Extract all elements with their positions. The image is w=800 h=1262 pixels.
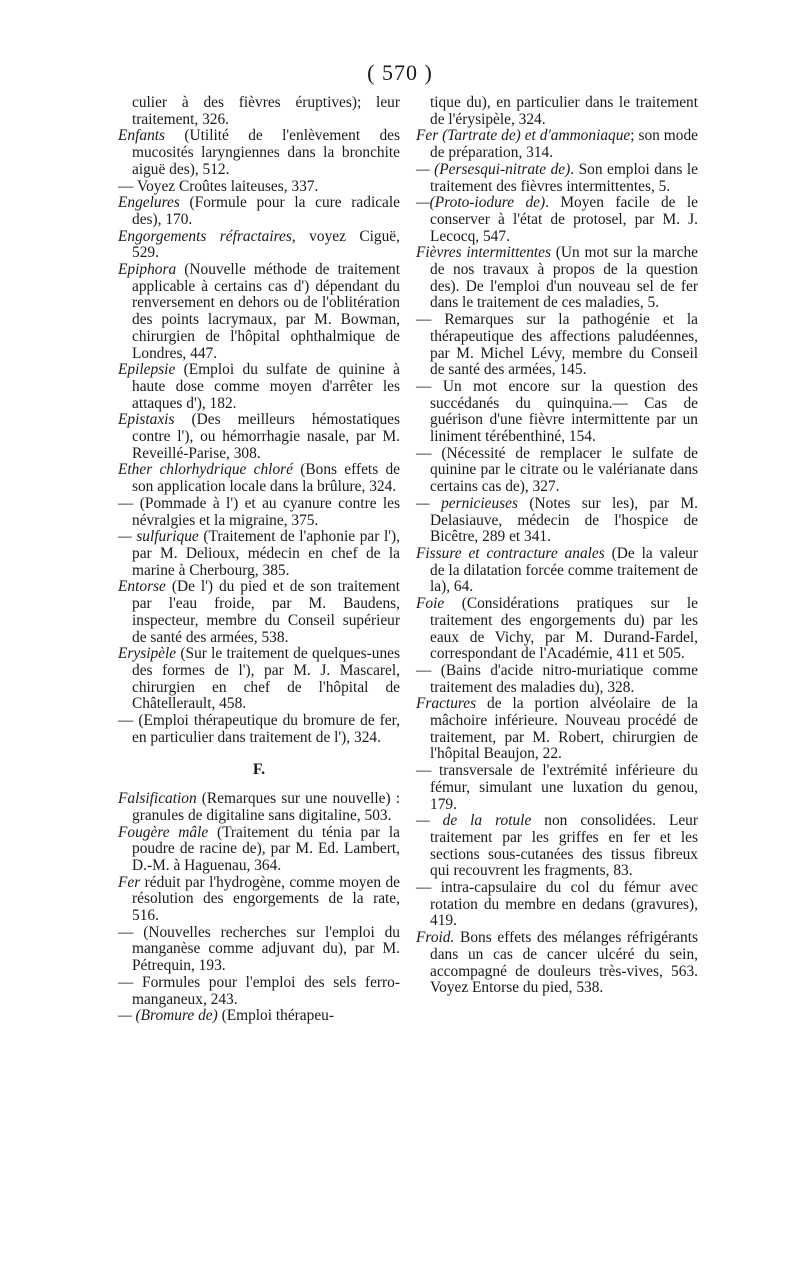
entry-text: (Sur le traitement de quelques-unes des formes de l'), par M. J. Mascarel, chirurgien en chef de l'hôpital de Châtellerault, 458. [132,645,400,713]
index-entry [416,880,698,930]
entry-heading: — pernicieuses [416,494,518,512]
entry-heading: Engelures [118,194,180,212]
section-letter: F. [252,761,266,779]
index-entry [416,446,698,496]
index-entry [118,362,400,412]
entry-text: ; son mode de préparation, 314. [430,127,698,162]
entry-text: (Emploi thérapeu- [217,1007,334,1025]
entry-heading: Fractures [416,695,477,713]
entry-text: (Utilité de l'enlèvement des mucosités laryngiennes dans la bronchite aiguë des), 512. [132,127,400,178]
entry-text: de la portion alvéolaire de la mâchoire inférieure. Nouveau procédé de traitement, par M. Robert, chirurgien de l'hôpital Beaujon, 22. [430,695,698,763]
entry-text: (Remarques sur une nouvelle) : granules de digitaline sans digitaline, 503. [132,790,400,824]
entry-heading: —(Proto-iodure de) [416,194,546,212]
index-entry [416,763,698,813]
index-entry [118,975,400,1008]
index-entry [118,179,400,196]
entry-text: (Bons effets de son application locale dans la brûlure, 324. [132,461,400,496]
entry-heading: — de la rotule [416,812,532,830]
entry-text: culier à des fièvres éruptives); leur traitement, 326. [132,94,400,128]
index-entry [416,162,698,195]
entry-text: (Traitement de l'aphonie par l'), par M. Delioux, médecin en chef de la marine à Cherbourg, 385. [132,528,401,579]
index-entry [416,245,698,312]
entry-text: Bons effets des mélanges réfrigérants dans un cas de cancer ulcéré du sein, accompagné de douleurs très-vives, 563. Voyez Entorse du pied, 538. [430,929,698,997]
entry-text: — Formules pour l'emploi des sels ferro-manganeux, 243. [118,973,400,1008]
entry-heading: Fissure et contracture anales [416,544,605,562]
index-entry [118,496,400,529]
entry-heading: Falsification [118,790,197,808]
index-entry [416,930,698,997]
entry-heading: Engorgements réfractaires [118,227,292,245]
index-entry [118,646,400,713]
entry-heading: Froid. [416,929,455,947]
entry-text: (Nouvelle méthode de traitement applicable à certains cas d') dépendant du renversement en dehors ou de l'oblitération des points lacrymaux, par M. Bowman, chirurgien de l'hôpital ophthalmique de Londres, 447. [132,261,400,362]
index-entry [416,128,698,161]
index-entry [416,546,698,596]
index-entry [118,825,400,875]
index-entry [118,195,400,228]
entry-heading: Epiphora [118,261,177,279]
entry-heading: Fièvres intermittentes [416,244,551,262]
entry-heading: — sulfurique [118,528,199,546]
entry-text: — Un mot encore sur la question des succédanés du quinquina.— Cas de guérison d'une fièvre intermittente par un liniment térébenthiné, 154. [416,377,698,446]
entry-heading: Foie [416,595,445,613]
index-entry [416,195,698,245]
entry-text: — transversale de l'extrémité inférieure du fémur, simulant une luxation du genou, 179. [416,762,698,813]
entry-heading: Enfants [118,127,166,145]
index-entry [118,579,400,646]
index-entry [416,312,698,379]
entry-text: (Traitement du ténia par la poudre de racine de), par M. Ed. Lambert, D.-M. à Haguenau, 364. [132,823,400,874]
index-entry [416,663,698,696]
entry-text: — intra-capsulaire du col du fémur avec rotation du membre en dedans (gravures), 419. [416,879,698,930]
index-entry [118,128,400,178]
entry-text: (De la valeur de la dilatation forcée comme traitement de la), 64. [430,544,698,596]
index-entry [118,791,400,824]
entry-text: . Son emploi dans le traitement des fièvres intermittentes, 5. [430,160,698,195]
entry-text: (Formule pour la cure radicale des), 170. [132,194,400,228]
index-entry [118,713,400,746]
index-entry [118,95,400,128]
index-entry [118,412,400,462]
entry-text: — (Pommade à l') et au cyanure contre les névralgies et la migraine, 375. [118,494,400,529]
index-entry [416,596,698,663]
entry-text: . Moyen facile de le conserver à l'état de protosel, par M. J. Lecocq, 547. [430,194,698,245]
entry-heading: Fer [118,873,141,891]
entry-heading: Epistaxis [118,411,175,429]
entry-heading: Ether chlorhydrique chloré [118,461,293,479]
entry-text: — (Emploi thérapeutique du bromure de fer, en particulier dans traitement de l'), 324. [118,712,400,746]
entry-text: — (Bains d'acide nitro-muriatique comme traitement des maladies du), 328. [416,661,698,696]
entry-text: — Remarques sur la pathogénie et la thérapeutique des affections paludéennes, par M. Michel Lévy, membre du Conseil de santé des armées, 145. [416,311,698,379]
index-entry [118,229,400,262]
index-entry [118,262,400,362]
entry-heading: Entorse [118,578,166,596]
right-column [416,95,698,997]
entry-text: — (Nouvelles recherches sur l'emploi du manganèse comme adjuvant du), par M. Pétrequin, 193. [118,923,400,975]
entry-text: (Des meilleurs hémostatiques contre l'), ou hémorrhagie nasale, par M. Reveillé-Parise, 308. [132,411,400,462]
index-entry [416,95,698,128]
index-entry [118,875,400,925]
entry-text: non consolidées. Leur traitement par les griffes en fer et les sections sous-cutanées des tissus fibreux qui recouvrent les fragments, 83. [430,812,698,880]
entry-heading: — (Bromure de) [118,1007,218,1025]
entry-text: (Notes sur les), par M. Delasiauve, médecin de l'hospice de Bicêtre, 289 et 341. [430,494,698,546]
entry-text: (De l') du pied et de son traitement par l'eau froide, par M. Baudens, inspecteur, membre du Conseil supérieur de santé des armées, 538. [132,578,400,646]
index-entry [416,379,698,446]
entry-heading: Epilepsie [118,361,176,379]
entry-text: (Un mot sur la marche de nos travaux à propos de la question des). De l'emploi d'un nouveau sel de fer dans le traitement de ces maladies, 5. [430,244,698,312]
index-entry [118,529,400,579]
entry-text: tique du), en particulier dans le traitement de l'érysipèle, 324. [430,94,698,128]
entry-text: (Emploi du sulfate de quinine à haute dose comme moyen d'arrêter les attaques d'), 182. [132,361,400,412]
index-entry [118,1008,400,1025]
entry-text: réduit par l'hydrogène, comme moyen de résolution des engorgements de la rate, 516. [132,873,400,925]
entry-text: — Voyez Croûtes laiteuses, 337. [118,177,319,195]
index-entry [416,496,698,546]
left-column [118,95,400,1025]
index-entry [118,925,400,975]
entry-heading: Fer (Tartrate de) et d'ammoniaque [416,127,631,145]
entry-text: — (Nécessité de remplacer le sulfate de quinine par le citrate ou le valérianate dans certains cas de), 327. [416,444,698,496]
index-entry [118,462,400,495]
page-number: ( 570 ) [367,60,433,85]
entry-text: (Considérations pratiques sur le traitement des engorgements du) par les eaux de Vichy, par M. Durand-Fardel, correspondant de l'Académie, 411 et 505. [430,595,698,663]
index-entry [416,696,698,763]
index-entry [416,813,698,880]
entry-heading: — (Persesqui-nitrate de) [416,160,571,178]
entry-text: , voyez Ciguë, 529. [132,227,400,262]
entry-heading: Fougère mâle [118,823,209,841]
entry-heading: Erysipèle [118,645,177,663]
